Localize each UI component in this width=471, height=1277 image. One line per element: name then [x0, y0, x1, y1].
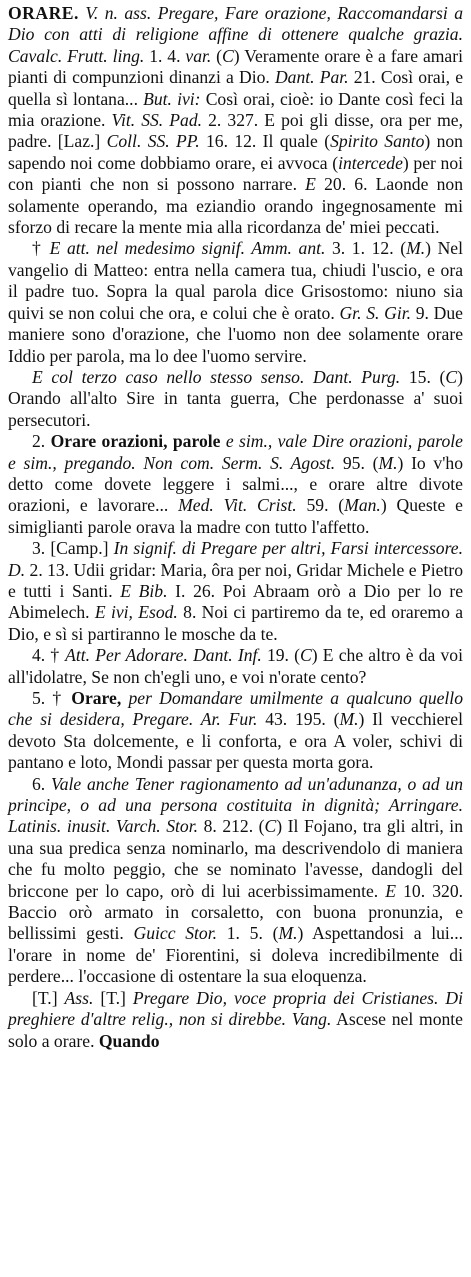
text-segment: 1. 4.: [144, 45, 186, 66]
italic-phrase: Att. Per Adorare. Dant. Inf.: [65, 645, 262, 666]
italic-phrase: M.: [339, 709, 359, 730]
text-segment: 10. 320. Baccio orò armato in corsaletto, con buona pronunzia, e bellissimi gesti.: [8, 880, 468, 944]
text-segment: 6.: [32, 773, 51, 794]
text-segment: ) Io v'ho detto come dovete leggere i salmi..., e orare altre divote orazioni, e lavorare...: [8, 452, 468, 516]
text-segment: 59. (: [296, 495, 345, 516]
bold-phrase: Quando: [98, 1030, 160, 1051]
text-segment: 15. (: [400, 366, 446, 387]
text-segment: 21. Così orai, e quella sì lontana...: [8, 67, 468, 109]
text-segment: 4. †: [32, 645, 66, 666]
text-segment: ) Nel vangelio di Matteo: entra nella camera tua, chiudi l'uscio, e ora il padre tuo. Sopra la qual parola dice Grisostomo: niuno sia quivi se non colui che ora, e colui che è orato.: [8, 238, 468, 323]
italic-phrase: per Domandare umilmente a qualcuno quello che si desidera, Pregare. Ar. Fur.: [8, 688, 468, 730]
italic-phrase: intercede: [338, 152, 403, 173]
text-segment: ) per noi con pianti che non si possono narrare.: [8, 152, 468, 195]
entry-paragraph: [8, 3, 468, 238]
text-segment: 20. 6. Laonde non solamente operando, ma eziandio orando ingegnosamente mi sforzo di recare la mente mia alla ricordanza de' miei peccati.: [8, 174, 468, 238]
italic-phrase: e sim., vale Dire orazioni, parole e sim., pregando. Non com. Serm. S. Agost.: [8, 431, 468, 473]
text-segment: Così orai, cioè: io Dante così feci la mia orazione.: [8, 88, 468, 131]
text-segment: 3. [Camp.]: [32, 538, 114, 559]
text-segment: 3. 1. 12. (: [325, 238, 407, 259]
italic-phrase: Guicc Stor.: [133, 923, 218, 944]
entry-paragraph: [8, 645, 468, 688]
text-segment: ) E che altro è da voi all'idolatre, Se non ch'egli uno, e voi n'orate cento?: [8, 645, 468, 687]
italic-phrase: Man.: [344, 495, 381, 516]
text-segment: ) Orando all'alto Sire in tanta guerra, Che perdonasse a' suoi persecutori.: [8, 366, 468, 430]
headword: ORARE.: [8, 3, 79, 23]
text-segment: 2.: [32, 431, 51, 452]
text-segment: [T.]: [32, 987, 65, 1008]
italic-phrase: M.: [278, 923, 298, 944]
text-segment: [121, 688, 128, 708]
italic-phrase: E Bib.: [120, 580, 168, 601]
entry-paragraph: [8, 773, 468, 988]
text-segment: ) Aspettandosi a lui... l'orare in nome de' Fiorentini, si doleva incredibilmente di perdere... l'occasione di ostentare la sua eloquenza.: [8, 923, 468, 987]
text-segment: 19. (: [261, 645, 300, 666]
text-segment: (: [211, 45, 223, 66]
text-segment: ) Queste e simiglianti parole orava la madre con tutto l'affetto.: [8, 495, 468, 537]
italic-phrase: C: [300, 645, 312, 666]
entry-paragraph: [8, 688, 468, 774]
bold-phrase: Orare,: [71, 688, 122, 708]
italic-phrase: Vale anche Tener ragionamento ad un'adunanza, o ad un principe, o ad una persona costituita in dignità; Arringare. Latinis. inusit. Varch. Stor.: [8, 773, 468, 837]
italic-phrase: M.: [406, 238, 426, 259]
entry-paragraph: [8, 238, 468, 366]
text-segment: 16. 12. Il quale (: [199, 131, 331, 152]
text-segment: 95. (: [335, 452, 379, 473]
text-segment: ) Il Fojano, tra gli altri, in una sua predica senza nominarlo, ma descrivendolo di maniera che fu molto peggio, che se nominato l'avesse, dandogli del briccone per lo capo, orò di lui acerbissimamente.: [8, 816, 468, 901]
bold-phrase: Orare orazioni, parole: [50, 431, 221, 452]
text-segment: 1. 5. (: [217, 923, 279, 944]
italic-phrase: Coll. SS. PP.: [106, 131, 200, 152]
italic-phrase: Ass.: [64, 987, 94, 1008]
text-segment: †: [32, 238, 50, 259]
italic-phrase: Dant. Par.: [274, 67, 349, 88]
italic-phrase: E ivi, Esod.: [94, 602, 178, 623]
italic-phrase: But. ivi:: [143, 88, 201, 109]
text-segment: 2. 327. E poi gli disse, ora per me, padre. [Laz.]: [8, 110, 468, 152]
entry-paragraph: [8, 431, 468, 538]
text-segment: 5. †: [32, 688, 72, 708]
italic-phrase: E: [305, 174, 316, 195]
italic-phrase: E att. nel medesimo signif. Amm. ant.: [49, 238, 326, 259]
dictionary-entry-orare: [8, 3, 468, 1052]
italic-phrase: E: [385, 880, 397, 901]
italic-phrase: E col terzo caso nello stesso senso. Dant. Purg.: [32, 366, 401, 387]
text-segment: 9. Due maniere sono d'orazione, che l'uomo non dee solamente orare Iddio per parola, ma lo dee l'uomo servire.: [8, 302, 468, 366]
italic-phrase: Gr. S. Gir.: [339, 302, 412, 323]
italic-phrase: Vit. SS. Pad.: [111, 110, 203, 131]
text-segment: [T.]: [93, 987, 133, 1008]
text-segment: I. 26. Poi Abraam orò a Dio per lo re Abimelech.: [8, 580, 467, 623]
text-segment: 8. Noi ci partiremo da te, ed oraremo a Dio, e sì si partiranno le mosche da te.: [8, 602, 468, 644]
entry-paragraph: [8, 987, 468, 1052]
italic-phrase: C: [222, 45, 234, 66]
italic-phrase: In signif. di Pregare per altri, Farsi intercessore. D.: [8, 538, 468, 580]
italic-phrase: var.: [185, 45, 212, 66]
italic-phrase: C: [264, 816, 277, 837]
italic-phrase: Spirito Santo: [330, 131, 425, 152]
entry-paragraph: [8, 366, 468, 431]
text-segment: Ascese nel monte solo a orare.: [8, 1009, 468, 1051]
text-segment: 2. 13. Udii gridar: Maria, ôra per noi, Gridar Michele e Pietro e tutti i Santi.: [8, 559, 468, 601]
text-segment: ) Veramente orare è a fare amari pianti di compunzioni dinanzi a Dio.: [8, 45, 468, 88]
text-segment: 43. 195. (: [257, 709, 340, 730]
text-segment: ) Il vecchierel devoto Sta dolcemente, e li conforta, e ora A voler, schivi di pantano e loto, Mondi passar per questa morta gora.: [8, 709, 468, 773]
text-segment: 8. 212. (: [198, 816, 265, 837]
text-segment: ) non sapendo noi come dobbiamo orare, ei avvoca (: [8, 131, 468, 173]
italic-phrase: Med. Vit. Crist.: [178, 495, 297, 516]
italic-phrase: Pregare Dio, voce propria dei Cristianes. Di preghiere d'altre relig., non si direbbe. Vang.: [8, 987, 468, 1030]
italic-phrase: V. n. ass. Pregare, Fare orazione, Raccomandarsi a Dio con atti di religione affine di ottenere qualche grazia. Cavalc. Frutt. ling.: [8, 3, 468, 66]
italic-phrase: C: [445, 366, 458, 387]
italic-phrase: M.: [378, 452, 398, 473]
entry-paragraph: [8, 538, 468, 645]
